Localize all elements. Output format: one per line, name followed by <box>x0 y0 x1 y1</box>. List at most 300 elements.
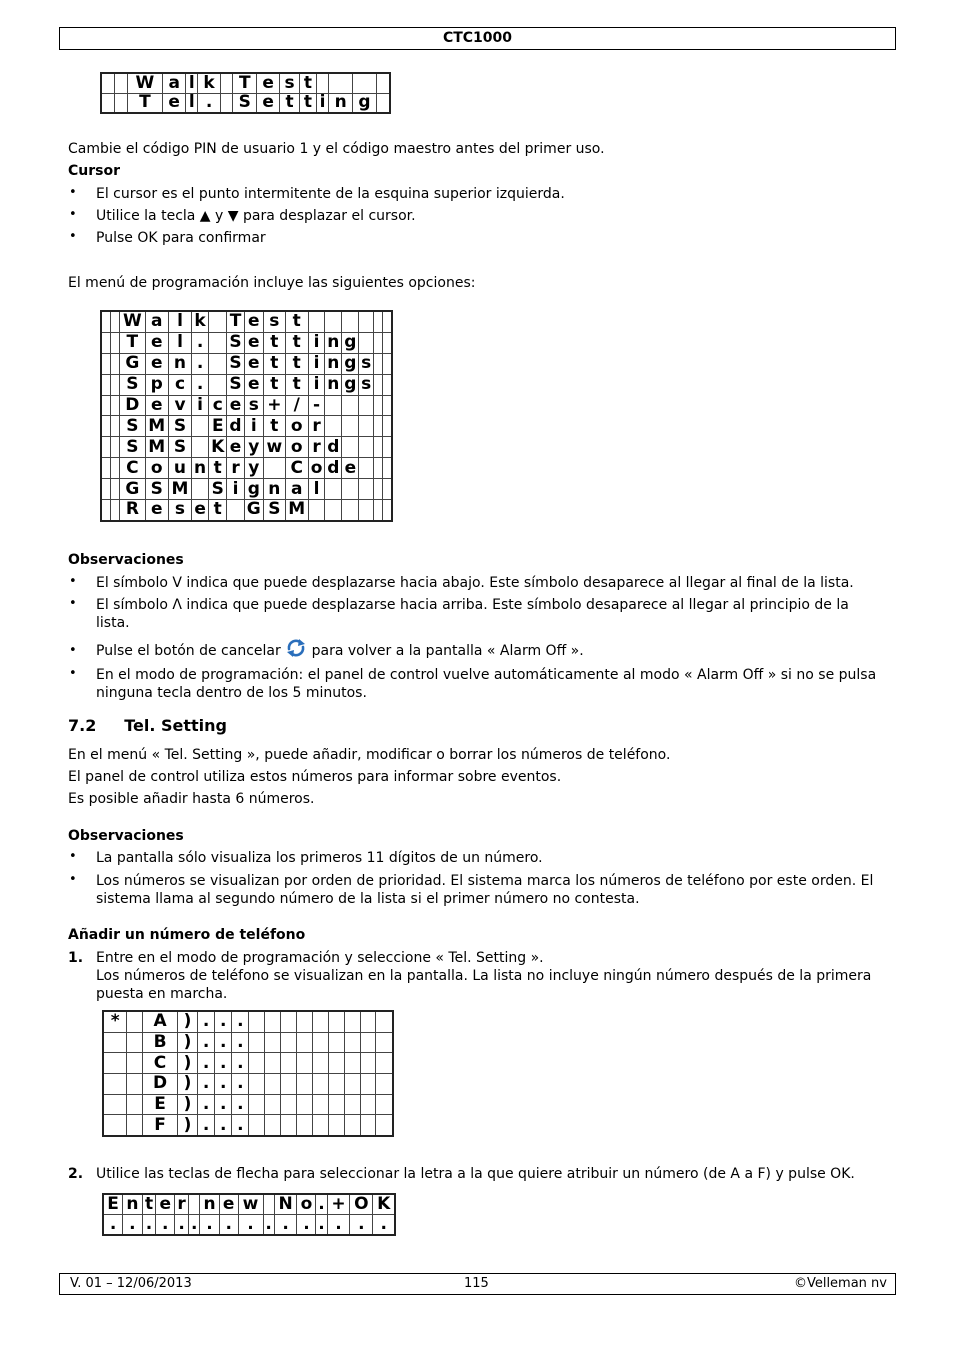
lcd-cell: k <box>192 311 209 332</box>
lcd-cell <box>342 416 359 437</box>
lcd-cell: t <box>300 73 317 93</box>
lcd-cell <box>249 1053 265 1074</box>
lcd-cell: e <box>244 332 263 353</box>
lcd-cell <box>297 1073 313 1094</box>
lcd-cell <box>373 374 382 395</box>
lcd-row <box>101 93 390 113</box>
list-item: Pulse OK para confirmar <box>96 230 266 246</box>
lcd-cell <box>111 311 120 332</box>
lcd-cell <box>376 1011 393 1032</box>
lcd-cell <box>344 1032 360 1053</box>
lcd-cell <box>127 1073 143 1094</box>
lcd-row <box>103 1073 393 1094</box>
bullet-icon: • <box>69 229 77 244</box>
lcd-cell: . <box>198 1011 215 1032</box>
lcd-cell <box>127 1032 143 1053</box>
list-item: El símbolo Λ indica que puede desplazarse hacia arriba. Este símbolo desaparece al llegar al principio de la lista. <box>96 597 849 631</box>
lcd-cell: S <box>209 479 227 500</box>
lcd-cell: e <box>227 395 244 416</box>
lcd-cell <box>297 1053 313 1074</box>
lcd-cell <box>281 1011 297 1032</box>
bullet-icon: • <box>69 872 77 887</box>
lcd-cell: t <box>285 353 308 374</box>
lcd-cell <box>308 311 324 332</box>
lcd-display-enter-number <box>102 1193 396 1236</box>
lcd-cell: r <box>308 437 324 458</box>
lcd-cell: e <box>145 395 168 416</box>
lcd-cell <box>382 311 392 332</box>
lcd-cell: s <box>263 311 285 332</box>
lcd-cell <box>359 499 373 521</box>
lcd-cell <box>297 1115 313 1136</box>
list-item: Utilice la tecla ▲ y ▼ para desplazar el cursor. <box>96 208 416 224</box>
add-number-heading: Añadir un número de teléfono <box>68 927 306 943</box>
lcd-cell: ) <box>177 1053 197 1074</box>
lcd-cell: O <box>350 1194 373 1215</box>
lcd-cell <box>103 1094 127 1115</box>
lcd-cell: n <box>168 353 191 374</box>
lcd-cell <box>101 437 111 458</box>
lcd-cell <box>312 1011 328 1032</box>
lcd-cell <box>373 311 382 332</box>
lcd-cell: C <box>285 458 308 479</box>
lcd-cell: i <box>244 416 263 437</box>
step-1-detail: Los números de teléfono se visualizan en la pantalla. La lista no incluye ningún número después de la primera puesta en marcha. <box>96 968 872 1002</box>
cancel-text: Pulse el botón de cancelar <box>96 643 281 659</box>
lcd-row <box>101 374 392 395</box>
lcd-cell <box>281 1094 297 1115</box>
lcd-cell: . <box>274 1215 297 1236</box>
lcd-cell <box>101 416 111 437</box>
lcd-cell: . <box>219 1215 238 1236</box>
lcd-cell: t <box>280 93 300 113</box>
lcd-cell <box>127 1094 143 1115</box>
paragraph: Es posible añadir hasta 6 números. <box>68 791 315 807</box>
bullet-icon: • <box>69 643 77 658</box>
paragraph: En el menú « Tel. Setting », puede añadir, modificar o borrar los números de teléfono. <box>68 747 671 763</box>
lcd-cell: t <box>263 353 285 374</box>
lcd-cell: e <box>145 353 168 374</box>
lcd-row <box>101 437 392 458</box>
lcd-cell: W <box>120 311 146 332</box>
lcd-row <box>103 1115 393 1136</box>
lcd-cell <box>209 332 227 353</box>
list-item: El cursor es el punto intermitente de la esquina superior izquierda. <box>96 186 565 202</box>
lcd-cell: . <box>215 1011 232 1032</box>
lcd-cell: g <box>342 332 359 353</box>
lcd-cell <box>382 499 392 521</box>
lcd-cell: l <box>168 332 191 353</box>
lcd-cell: . <box>232 1011 249 1032</box>
lcd-cell: . <box>198 1032 215 1053</box>
lcd-row <box>103 1194 395 1215</box>
lcd-row <box>101 499 392 521</box>
lcd-cell: S <box>227 332 244 353</box>
lcd-cell <box>342 395 359 416</box>
lcd-row <box>101 311 392 332</box>
lcd-cell: A <box>143 1011 178 1032</box>
lcd-row <box>101 458 392 479</box>
lcd-cell <box>342 437 359 458</box>
footer-copyright: ©Velleman nv <box>793 1276 887 1291</box>
lcd-cell: a <box>145 311 168 332</box>
page-header <box>59 27 896 50</box>
lcd-cell <box>114 73 127 93</box>
lcd-cell <box>265 1032 281 1053</box>
lcd-cell: e <box>244 353 263 374</box>
lcd-cell: . <box>215 1053 232 1074</box>
lcd-cell: o <box>285 416 308 437</box>
lcd-cell <box>103 1053 127 1074</box>
lcd-cell: . <box>316 1215 327 1236</box>
lcd-cell <box>382 479 392 500</box>
lcd-cell: . <box>200 1215 220 1236</box>
lcd-cell: y <box>244 458 263 479</box>
lcd-row <box>103 1094 393 1115</box>
lcd-cell <box>103 1115 127 1136</box>
lcd-cell: E <box>143 1094 178 1115</box>
lcd-cell: S <box>120 437 146 458</box>
step-number: 1. <box>68 950 84 966</box>
lcd-cell <box>359 332 373 353</box>
lcd-cell: n <box>325 332 342 353</box>
bullet-icon: • <box>69 666 77 681</box>
lcd-cell: S <box>120 416 146 437</box>
lcd-cell: l <box>168 311 191 332</box>
lcd-cell: i <box>308 332 324 353</box>
menu-intro: El menú de programación incluye las siguientes opciones: <box>68 275 476 291</box>
lcd-cell <box>281 1053 297 1074</box>
lcd-cell <box>316 73 329 93</box>
lcd-cell: t <box>263 374 285 395</box>
lcd-cell <box>192 437 209 458</box>
lcd-cell <box>329 73 353 93</box>
lcd-cell: e <box>244 374 263 395</box>
lcd-cell: . <box>192 353 209 374</box>
lcd-cell <box>376 73 390 93</box>
list-item: Los números se visualizan por orden de prioridad. El sistema marca los números de teléfono por este orden. El sistema llama al segundo número de la lista si el primer número no contesta. <box>96 873 874 907</box>
lcd-cell <box>360 1053 376 1074</box>
lcd-cell <box>114 93 127 113</box>
lcd-cell: S <box>120 374 146 395</box>
lcd-cell <box>376 1053 393 1074</box>
bullet-icon: • <box>69 207 77 222</box>
lcd-cell: S <box>145 479 168 500</box>
step-text <box>96 949 886 1003</box>
lcd-display-main-menu-top <box>100 72 391 114</box>
lcd-cell <box>192 479 209 500</box>
lcd-cell: u <box>168 458 191 479</box>
lcd-cell: t <box>263 332 285 353</box>
page-footer <box>59 1273 896 1295</box>
observations-heading: Observaciones <box>68 828 184 844</box>
lcd-display-phone-list <box>102 1010 394 1137</box>
lcd-cell: n <box>329 93 353 113</box>
lcd-cell <box>373 395 382 416</box>
lcd-cell <box>359 479 373 500</box>
lcd-cell: o <box>308 458 324 479</box>
lcd-cell: . <box>175 1215 189 1236</box>
lcd-cell: N <box>274 1194 297 1215</box>
lcd-row <box>101 416 392 437</box>
lcd-cell <box>376 1094 393 1115</box>
lcd-cell <box>111 395 120 416</box>
lcd-cell: g <box>244 479 263 500</box>
lcd-cell <box>249 1073 265 1094</box>
lcd-cell: t <box>285 374 308 395</box>
lcd-cell: R <box>120 499 146 521</box>
lcd-cell: . <box>123 1215 143 1236</box>
step-number: 2. <box>68 1166 84 1182</box>
cursor-heading: Cursor <box>68 163 121 179</box>
lcd-cell: n <box>123 1194 143 1215</box>
lcd-cell: l <box>186 73 198 93</box>
lcd-cell: S <box>168 416 191 437</box>
lcd-cell <box>360 1032 376 1053</box>
lcd-cell: g <box>342 353 359 374</box>
lcd-cell: S <box>263 499 285 521</box>
lcd-cell <box>265 1073 281 1094</box>
bullet-icon: • <box>69 185 77 200</box>
lcd-cell <box>249 1094 265 1115</box>
lcd-cell: g <box>353 93 377 113</box>
lcd-row <box>101 395 392 416</box>
lcd-cell: E <box>209 416 227 437</box>
lcd-cell <box>373 353 382 374</box>
lcd-cell: g <box>342 374 359 395</box>
lcd-cell: n <box>192 458 209 479</box>
lcd-cell: . <box>238 1215 263 1236</box>
lcd-cell: s <box>168 499 191 521</box>
lcd-cell <box>325 311 342 332</box>
lcd-cell <box>373 416 382 437</box>
lcd-cell: c <box>209 395 227 416</box>
lcd-cell: E <box>103 1194 123 1215</box>
lcd-cell <box>382 458 392 479</box>
lcd-cell: . <box>373 1215 395 1236</box>
lcd-cell <box>382 416 392 437</box>
lcd-cell <box>101 499 111 521</box>
lcd-cell <box>359 458 373 479</box>
lcd-row <box>103 1011 393 1032</box>
lcd-cell <box>263 1194 274 1215</box>
lcd-cell: t <box>209 499 227 521</box>
lcd-cell <box>344 1094 360 1115</box>
lcd-cell <box>382 353 392 374</box>
lcd-cell: . <box>198 1094 215 1115</box>
lcd-cell <box>382 374 392 395</box>
lcd-cell <box>360 1073 376 1094</box>
lcd-cell: y <box>244 437 263 458</box>
lcd-cell <box>382 437 392 458</box>
lcd-cell: . <box>232 1032 249 1053</box>
lcd-cell <box>111 499 120 521</box>
lcd-cell <box>101 332 111 353</box>
lcd-cell: i <box>192 395 209 416</box>
lcd-cell: . <box>189 1215 200 1236</box>
lcd-cell: T <box>127 93 163 113</box>
lcd-cell: t <box>285 332 308 353</box>
lcd-cell: S <box>168 437 191 458</box>
lcd-cell: G <box>244 499 263 521</box>
lcd-cell <box>328 1053 344 1074</box>
lcd-cell <box>220 73 233 93</box>
lcd-cell: K <box>373 1194 395 1215</box>
bullet-icon: • <box>69 596 77 611</box>
lcd-cell <box>359 416 373 437</box>
lcd-cell <box>312 1032 328 1053</box>
lcd-cell: o <box>297 1194 316 1215</box>
lcd-cell <box>281 1032 297 1053</box>
lcd-cell: M <box>285 499 308 521</box>
lcd-cell <box>359 395 373 416</box>
section-title: Tel. Setting <box>124 716 227 735</box>
lcd-cell: G <box>120 479 146 500</box>
lcd-cell: / <box>285 395 308 416</box>
lcd-row <box>103 1215 395 1236</box>
lcd-cell: S <box>227 353 244 374</box>
step-1-line: Entre en el modo de programación y seleccione « Tel. Setting ». <box>96 950 544 966</box>
lcd-cell <box>101 93 114 113</box>
lcd-cell: t <box>263 416 285 437</box>
lcd-cell <box>342 311 359 332</box>
lcd-cell: s <box>244 395 263 416</box>
lcd-cell: . <box>350 1215 373 1236</box>
lcd-cell <box>344 1053 360 1074</box>
lcd-cell <box>312 1115 328 1136</box>
lcd-cell: . <box>192 332 209 353</box>
lcd-cell: e <box>227 437 244 458</box>
lcd-cell <box>376 1115 393 1136</box>
lcd-cell: . <box>198 1053 215 1074</box>
lcd-cell <box>360 1115 376 1136</box>
lcd-cell <box>342 479 359 500</box>
lcd-cell: a <box>285 479 308 500</box>
lcd-cell <box>308 499 324 521</box>
lcd-cell: t <box>300 93 317 113</box>
lcd-cell <box>328 1094 344 1115</box>
bullet-icon: • <box>69 574 77 589</box>
lcd-cell <box>111 437 120 458</box>
lcd-cell <box>376 1073 393 1094</box>
lcd-cell: . <box>297 1215 316 1236</box>
lcd-cell: e <box>219 1194 238 1215</box>
lcd-cell <box>359 437 373 458</box>
lcd-cell: d <box>227 416 244 437</box>
lcd-cell: F <box>143 1115 178 1136</box>
lcd-cell: s <box>359 374 373 395</box>
lcd-cell <box>111 353 120 374</box>
lcd-cell: . <box>232 1053 249 1074</box>
lcd-cell <box>325 395 342 416</box>
lcd-cell <box>297 1094 313 1115</box>
lcd-cell: w <box>238 1194 263 1215</box>
lcd-cell: . <box>142 1215 156 1236</box>
lcd-cell: e <box>257 93 280 113</box>
list-item <box>96 639 584 662</box>
lcd-cell: M <box>168 479 191 500</box>
lcd-row <box>101 353 392 374</box>
lcd-cell: t <box>285 311 308 332</box>
lcd-cell: s <box>359 353 373 374</box>
lcd-cell <box>127 1011 143 1032</box>
observations-heading: Observaciones <box>68 552 184 568</box>
lcd-cell: i <box>316 93 329 113</box>
lcd-cell: n <box>325 374 342 395</box>
lcd-cell: . <box>327 1215 350 1236</box>
section-heading <box>68 717 227 735</box>
lcd-cell <box>342 499 359 521</box>
lcd-cell <box>192 416 209 437</box>
lcd-cell: S <box>227 374 244 395</box>
lcd-cell: . <box>192 374 209 395</box>
lcd-cell <box>281 1073 297 1094</box>
lcd-cell: K <box>209 437 227 458</box>
lcd-cell: l <box>186 93 198 113</box>
lcd-cell <box>249 1011 265 1032</box>
lcd-cell: D <box>120 395 146 416</box>
lcd-cell: e <box>145 332 168 353</box>
lcd-cell: T <box>233 73 257 93</box>
lcd-cell <box>249 1115 265 1136</box>
lcd-cell: . <box>215 1094 232 1115</box>
lcd-cell: k <box>198 73 220 93</box>
lcd-cell <box>249 1032 265 1053</box>
lcd-cell: n <box>263 479 285 500</box>
lcd-cell: + <box>263 395 285 416</box>
lcd-cell <box>328 1011 344 1032</box>
lcd-cell: w <box>263 437 285 458</box>
lcd-cell <box>344 1011 360 1032</box>
lcd-cell: d <box>325 437 342 458</box>
lcd-cell <box>127 1053 143 1074</box>
lcd-cell <box>265 1094 281 1115</box>
lcd-cell: . <box>232 1094 249 1115</box>
step-text: Utilice las teclas de flecha para seleccionar la letra a la que quiere atribuir un número (de A a F) y pulse OK. <box>96 1166 855 1182</box>
lcd-cell: D <box>143 1073 178 1094</box>
lcd-cell: r <box>175 1194 189 1215</box>
lcd-cell: o <box>285 437 308 458</box>
lcd-cell <box>373 332 382 353</box>
lcd-cell <box>111 374 120 395</box>
lcd-cell <box>101 395 111 416</box>
footer-version: V. 01 – 12/06/2013 <box>70 1276 192 1291</box>
lcd-cell: v <box>168 395 191 416</box>
lcd-cell: a <box>163 73 186 93</box>
lcd-cell <box>127 1115 143 1136</box>
cancel-text-end: para volver a la pantalla « Alarm Off ». <box>311 643 584 659</box>
lcd-cell <box>344 1073 360 1094</box>
lcd-cell: ) <box>177 1032 197 1053</box>
lcd-cell: . <box>215 1073 232 1094</box>
page-number: 115 <box>464 1276 489 1291</box>
lcd-cell <box>101 374 111 395</box>
lcd-cell: . <box>198 93 220 113</box>
lcd-cell <box>325 416 342 437</box>
lcd-cell <box>209 353 227 374</box>
lcd-cell: T <box>120 332 146 353</box>
lcd-cell: * <box>103 1011 127 1032</box>
lcd-cell <box>344 1115 360 1136</box>
lcd-cell: c <box>168 374 191 395</box>
lcd-cell <box>111 458 120 479</box>
lcd-cell: e <box>145 499 168 521</box>
lcd-cell: C <box>120 458 146 479</box>
lcd-cell <box>101 458 111 479</box>
lcd-cell <box>376 1032 393 1053</box>
lcd-cell: . <box>232 1115 249 1136</box>
lcd-cell <box>101 311 111 332</box>
